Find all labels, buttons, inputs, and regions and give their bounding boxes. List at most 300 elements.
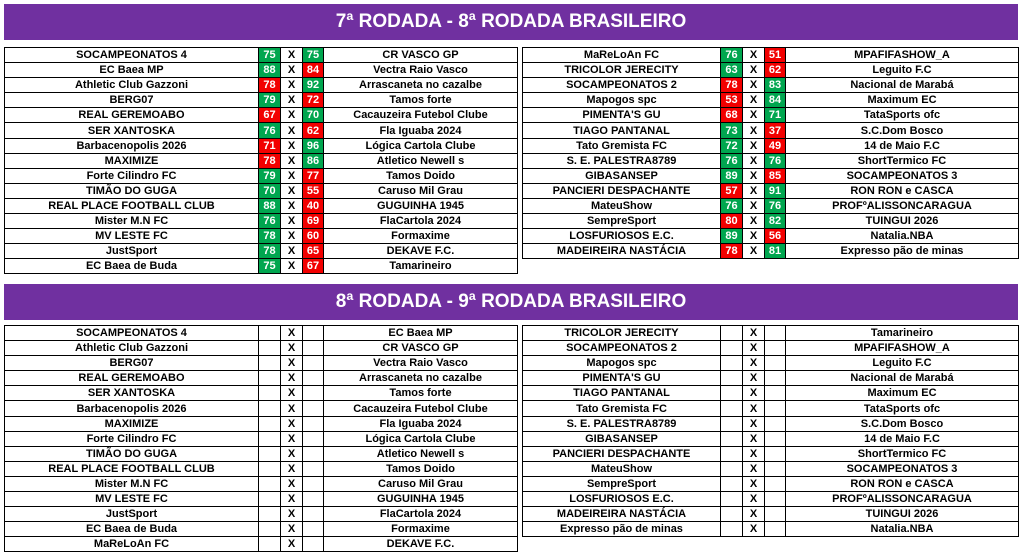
away-team: DEKAVE F.C.: [324, 537, 518, 552]
away-team: Tamos forte: [324, 93, 518, 108]
fixtures-table-right: [522, 325, 1019, 537]
home-team: MateuShow: [523, 198, 721, 213]
match-row: [5, 108, 518, 123]
home-team: MAXIMIZE: [5, 153, 259, 168]
versus-mark: X: [281, 78, 303, 93]
versus-mark: X: [281, 416, 303, 431]
away-score-empty: [303, 492, 324, 507]
versus-mark: X: [743, 416, 765, 431]
home-team: MateuShow: [523, 461, 721, 476]
away-score-empty: [765, 476, 786, 491]
away-team: Fla Iguaba 2024: [324, 123, 518, 138]
match-row: [5, 401, 518, 416]
home-score-empty: [259, 476, 281, 491]
away-team: 14 de Maio F.C: [786, 138, 1019, 153]
home-team: SOCAMPEONATOS 4: [5, 326, 259, 341]
match-row: [5, 461, 518, 476]
match-row: [5, 386, 518, 401]
home-team: Mapogos spc: [523, 356, 721, 371]
away-score: 62: [303, 123, 324, 138]
away-team: TUINGUI 2026: [786, 507, 1019, 522]
home-team: SOCAMPEONATOS 2: [523, 341, 721, 356]
home-team: LOSFURIOSOS E.C.: [523, 229, 721, 244]
home-team: Athletic Club Gazzoni: [5, 341, 259, 356]
versus-mark: X: [281, 153, 303, 168]
away-team: Expresso pão de minas: [786, 244, 1019, 259]
home-team: SOCAMPEONATOS 2: [523, 78, 721, 93]
home-score-empty: [259, 386, 281, 401]
home-team: SempreSport: [523, 476, 721, 491]
versus-mark: X: [281, 492, 303, 507]
match-row: [523, 244, 1019, 259]
match-row: [5, 78, 518, 93]
away-score-empty: [765, 401, 786, 416]
home-team: REAL GEREMOABO: [5, 108, 259, 123]
away-team: Formaxime: [324, 522, 518, 537]
away-score-empty: [765, 341, 786, 356]
home-score: 78: [259, 244, 281, 259]
away-score: 55: [303, 183, 324, 198]
match-row: [5, 63, 518, 78]
match-row: [5, 168, 518, 183]
away-score-empty: [765, 356, 786, 371]
away-team: Atletico Newell s: [324, 153, 518, 168]
versus-mark: X: [743, 476, 765, 491]
home-team: Mister M.N FC: [5, 214, 259, 229]
home-team: REAL PLACE FOOTBALL CLUB: [5, 461, 259, 476]
versus-mark: X: [743, 492, 765, 507]
home-score-empty: [259, 356, 281, 371]
match-row: [523, 138, 1019, 153]
away-score-empty: [303, 401, 324, 416]
match-row: [523, 63, 1019, 78]
away-score-empty: [765, 386, 786, 401]
match-row: [523, 229, 1019, 244]
versus-mark: X: [743, 78, 765, 93]
match-row: [5, 244, 518, 259]
home-team: MaReLoAn FC: [523, 48, 721, 63]
home-score: 89: [721, 168, 743, 183]
home-score-empty: [259, 446, 281, 461]
away-score: 92: [303, 78, 324, 93]
versus-mark: X: [743, 108, 765, 123]
home-score: 79: [259, 93, 281, 108]
match-row: [5, 326, 518, 341]
away-team: Formaxime: [324, 229, 518, 244]
match-row: [523, 356, 1019, 371]
versus-mark: X: [281, 341, 303, 356]
away-score-empty: [765, 326, 786, 341]
home-team: PIMENTA'S GU: [523, 108, 721, 123]
away-score-empty: [303, 522, 324, 537]
home-score: 76: [721, 153, 743, 168]
round-title-1: 7ª RODADA - 8ª RODADA BRASILEIRO: [4, 4, 1018, 40]
away-team: Lógica Cartola Clube: [324, 431, 518, 446]
home-score-empty: [721, 522, 743, 537]
away-team: S.C.Dom Bosco: [786, 416, 1019, 431]
away-team: Caruso Mil Grau: [324, 183, 518, 198]
away-score-empty: [765, 416, 786, 431]
away-team: CR VASCO GP: [324, 341, 518, 356]
away-score: 60: [303, 229, 324, 244]
match-row: [523, 386, 1019, 401]
match-row: [523, 461, 1019, 476]
away-team: GUGUINHA 1945: [324, 492, 518, 507]
away-team: PROFºALISSONCARAGUA: [786, 198, 1019, 213]
match-row: [523, 108, 1019, 123]
match-row: [523, 48, 1019, 63]
versus-mark: X: [281, 183, 303, 198]
versus-mark: X: [743, 153, 765, 168]
away-score-empty: [765, 431, 786, 446]
match-row: [5, 446, 518, 461]
versus-mark: X: [281, 198, 303, 213]
home-score-empty: [259, 341, 281, 356]
away-team: Fla Iguaba 2024: [324, 416, 518, 431]
versus-mark: X: [281, 522, 303, 537]
home-score-empty: [721, 341, 743, 356]
away-score-empty: [303, 416, 324, 431]
home-team: TRICOLOR JERECITY: [523, 326, 721, 341]
away-score-empty: [303, 341, 324, 356]
away-score-empty: [303, 507, 324, 522]
away-score-empty: [303, 537, 324, 552]
home-team: Forte Cilindro FC: [5, 168, 259, 183]
home-team: TIAGO PANTANAL: [523, 123, 721, 138]
versus-mark: X: [281, 48, 303, 63]
home-team: SOCAMPEONATOS 4: [5, 48, 259, 63]
match-row: [523, 198, 1019, 213]
versus-mark: X: [281, 214, 303, 229]
away-score: 56: [765, 229, 786, 244]
away-team: 14 de Maio F.C: [786, 431, 1019, 446]
versus-mark: X: [743, 244, 765, 259]
versus-mark: X: [743, 93, 765, 108]
home-score-empty: [259, 416, 281, 431]
home-team: Mapogos spc: [523, 93, 721, 108]
round-title-2: 8ª RODADA - 9ª RODADA BRASILEIRO: [4, 284, 1018, 320]
away-score: 72: [303, 93, 324, 108]
home-score: 76: [721, 48, 743, 63]
away-team: Tamos Doido: [324, 168, 518, 183]
match-row: [5, 507, 518, 522]
away-team: ShortTermico FC: [786, 446, 1019, 461]
home-team: LOSFURIOSOS E.C.: [523, 492, 721, 507]
versus-mark: X: [743, 461, 765, 476]
away-team: Caruso Mil Grau: [324, 476, 518, 491]
home-team: S. E. PALESTRA8789: [523, 153, 721, 168]
versus-mark: X: [281, 229, 303, 244]
match-row: [523, 476, 1019, 491]
versus-mark: X: [281, 386, 303, 401]
home-team: Tato Gremista FC: [523, 138, 721, 153]
match-row: [5, 371, 518, 386]
away-team: TataSports ofc: [786, 108, 1019, 123]
home-score-empty: [721, 386, 743, 401]
versus-mark: X: [743, 401, 765, 416]
away-score: 51: [765, 48, 786, 63]
home-team: PANCIERI DESPACHANTE: [523, 446, 721, 461]
home-team: Barbacenopolis 2026: [5, 138, 259, 153]
away-score-empty: [303, 446, 324, 461]
versus-mark: X: [743, 446, 765, 461]
match-row: [5, 537, 518, 552]
versus-mark: X: [281, 431, 303, 446]
home-team: EC Baea MP: [5, 63, 259, 78]
home-score: 75: [259, 48, 281, 63]
match-row: [523, 507, 1019, 522]
home-score-empty: [721, 356, 743, 371]
home-score-empty: [721, 476, 743, 491]
away-score-empty: [765, 507, 786, 522]
versus-mark: X: [281, 326, 303, 341]
match-row: [5, 492, 518, 507]
away-team: MPAFIFASHOW_A: [786, 341, 1019, 356]
away-team: DEKAVE F.C.: [324, 244, 518, 259]
away-team: Tamarineiro: [786, 326, 1019, 341]
away-team: PROFºALISSONCARAGUA: [786, 492, 1019, 507]
match-row: [523, 123, 1019, 138]
home-score: 78: [721, 244, 743, 259]
away-team: Nacional de Marabá: [786, 78, 1019, 93]
away-team: Tamarineiro: [324, 259, 518, 274]
home-score-empty: [259, 537, 281, 552]
away-team: RON RON e CASCA: [786, 476, 1019, 491]
home-score-empty: [259, 461, 281, 476]
versus-mark: X: [281, 356, 303, 371]
match-row: [5, 356, 518, 371]
match-row: [5, 198, 518, 213]
home-team: PIMENTA'S GU: [523, 371, 721, 386]
match-row: [523, 371, 1019, 386]
away-score: 84: [765, 93, 786, 108]
home-team: BERG07: [5, 93, 259, 108]
away-score-empty: [765, 371, 786, 386]
away-score: 75: [303, 48, 324, 63]
home-team: TRICOLOR JERECITY: [523, 63, 721, 78]
match-row: [5, 214, 518, 229]
home-score: 68: [721, 108, 743, 123]
away-score-empty: [303, 431, 324, 446]
home-team: TIMÃO DO GUGA: [5, 446, 259, 461]
away-score-empty: [303, 461, 324, 476]
versus-mark: X: [743, 371, 765, 386]
away-score: 71: [765, 108, 786, 123]
versus-mark: X: [281, 446, 303, 461]
home-team: EC Baea de Buda: [5, 522, 259, 537]
home-score: 71: [259, 138, 281, 153]
away-team: Vectra Raio Vasco: [324, 63, 518, 78]
home-score-empty: [721, 431, 743, 446]
home-team: MADEIREIRA NASTÁCIA: [523, 507, 721, 522]
home-score: 53: [721, 93, 743, 108]
home-score: 76: [721, 198, 743, 213]
away-score-empty: [303, 386, 324, 401]
match-row: [523, 93, 1019, 108]
away-score: 49: [765, 138, 786, 153]
away-score-empty: [765, 492, 786, 507]
home-team: REAL GEREMOABO: [5, 371, 259, 386]
away-team: Lógica Cartola Clube: [324, 138, 518, 153]
match-row: [5, 431, 518, 446]
away-team: MPAFIFASHOW_A: [786, 48, 1019, 63]
match-row: [5, 153, 518, 168]
versus-mark: X: [281, 108, 303, 123]
away-team: SOCAMPEONATOS 3: [786, 168, 1019, 183]
home-team: SER XANTOSKA: [5, 386, 259, 401]
home-score-empty: [259, 492, 281, 507]
home-score: 88: [259, 63, 281, 78]
home-team: SempreSport: [523, 214, 721, 229]
away-team: FlaCartola 2024: [324, 507, 518, 522]
match-row: [5, 416, 518, 431]
match-row: [5, 93, 518, 108]
away-team: Arrascaneta no cazalbe: [324, 371, 518, 386]
match-row: [5, 229, 518, 244]
home-team: JustSport: [5, 244, 259, 259]
home-score: 70: [259, 183, 281, 198]
match-row: [5, 341, 518, 356]
home-score-empty: [259, 507, 281, 522]
home-score-empty: [721, 492, 743, 507]
home-team: JustSport: [5, 507, 259, 522]
home-team: Tato Gremista FC: [523, 401, 721, 416]
away-team: SOCAMPEONATOS 3: [786, 461, 1019, 476]
home-score-empty: [259, 326, 281, 341]
home-team: GIBASANSEP: [523, 431, 721, 446]
match-row: [5, 123, 518, 138]
versus-mark: X: [281, 461, 303, 476]
match-row: [523, 341, 1019, 356]
away-team: EC Baea MP: [324, 326, 518, 341]
versus-mark: X: [281, 371, 303, 386]
away-team: RON RON e CASCA: [786, 183, 1019, 198]
versus-mark: X: [743, 341, 765, 356]
versus-mark: X: [281, 537, 303, 552]
match-row: [5, 476, 518, 491]
away-team: Nacional de Marabá: [786, 371, 1019, 386]
versus-mark: X: [743, 63, 765, 78]
away-score: 69: [303, 214, 324, 229]
match-row: [523, 168, 1019, 183]
match-row: [523, 492, 1019, 507]
home-team: SER XANTOSKA: [5, 123, 259, 138]
away-team: GUGUINHA 1945: [324, 198, 518, 213]
away-team: Tamos forte: [324, 386, 518, 401]
home-team: GIBASANSEP: [523, 168, 721, 183]
home-score-empty: [721, 416, 743, 431]
home-team: TIAGO PANTANAL: [523, 386, 721, 401]
away-score: 62: [765, 63, 786, 78]
versus-mark: X: [281, 244, 303, 259]
match-row: [5, 48, 518, 63]
home-score: 76: [259, 123, 281, 138]
home-team: REAL PLACE FOOTBALL CLUB: [5, 198, 259, 213]
home-team: EC Baea de Buda: [5, 259, 259, 274]
away-score: 91: [765, 183, 786, 198]
match-row: [523, 446, 1019, 461]
away-team: FlaCartola 2024: [324, 214, 518, 229]
home-score-empty: [259, 371, 281, 386]
away-score: 86: [303, 153, 324, 168]
home-score-empty: [721, 401, 743, 416]
home-score: 78: [259, 229, 281, 244]
home-team: PANCIERI DESPACHANTE: [523, 183, 721, 198]
away-score-empty: [765, 461, 786, 476]
home-team: Barbacenopolis 2026: [5, 401, 259, 416]
versus-mark: X: [743, 522, 765, 537]
home-score: 78: [721, 78, 743, 93]
versus-mark: X: [281, 507, 303, 522]
home-team: Mister M.N FC: [5, 476, 259, 491]
versus-mark: X: [743, 123, 765, 138]
versus-mark: X: [743, 386, 765, 401]
away-team: Vectra Raio Vasco: [324, 356, 518, 371]
versus-mark: X: [743, 198, 765, 213]
versus-mark: X: [743, 48, 765, 63]
home-score: 67: [259, 108, 281, 123]
versus-mark: X: [281, 168, 303, 183]
versus-mark: X: [281, 93, 303, 108]
versus-mark: X: [281, 63, 303, 78]
match-row: [5, 183, 518, 198]
away-score-empty: [303, 356, 324, 371]
home-score-empty: [259, 431, 281, 446]
match-row: [523, 183, 1019, 198]
away-score: 83: [765, 78, 786, 93]
versus-mark: X: [743, 326, 765, 341]
away-score: 67: [303, 259, 324, 274]
away-score-empty: [765, 522, 786, 537]
away-team: S.C.Dom Bosco: [786, 123, 1019, 138]
home-team: MAXIMIZE: [5, 416, 259, 431]
away-score: 82: [765, 214, 786, 229]
match-row: [523, 401, 1019, 416]
away-score: 37: [765, 123, 786, 138]
away-team: Cacauzeira Futebol Clube: [324, 108, 518, 123]
match-row: [5, 138, 518, 153]
versus-mark: X: [281, 123, 303, 138]
match-row: [523, 431, 1019, 446]
home-score: 79: [259, 168, 281, 183]
home-score-empty: [259, 522, 281, 537]
away-score-empty: [303, 371, 324, 386]
away-score: 76: [765, 198, 786, 213]
match-row: [523, 326, 1019, 341]
home-score: 63: [721, 63, 743, 78]
match-row: [523, 416, 1019, 431]
away-score: 81: [765, 244, 786, 259]
versus-mark: X: [281, 259, 303, 274]
match-row: [5, 522, 518, 537]
home-score: 78: [259, 78, 281, 93]
away-team: Natalia.NBA: [786, 229, 1019, 244]
home-score-empty: [721, 507, 743, 522]
home-score: 57: [721, 183, 743, 198]
away-score: 76: [765, 153, 786, 168]
home-team: MADEIREIRA NASTÁCIA: [523, 244, 721, 259]
home-team: MaReLoAn FC: [5, 537, 259, 552]
home-team: Forte Cilindro FC: [5, 431, 259, 446]
away-score: 40: [303, 198, 324, 213]
home-score: 80: [721, 214, 743, 229]
versus-mark: X: [743, 229, 765, 244]
versus-mark: X: [743, 168, 765, 183]
versus-mark: X: [281, 138, 303, 153]
away-score: 84: [303, 63, 324, 78]
fixtures-table-left: [4, 325, 518, 552]
away-team: TataSports ofc: [786, 401, 1019, 416]
